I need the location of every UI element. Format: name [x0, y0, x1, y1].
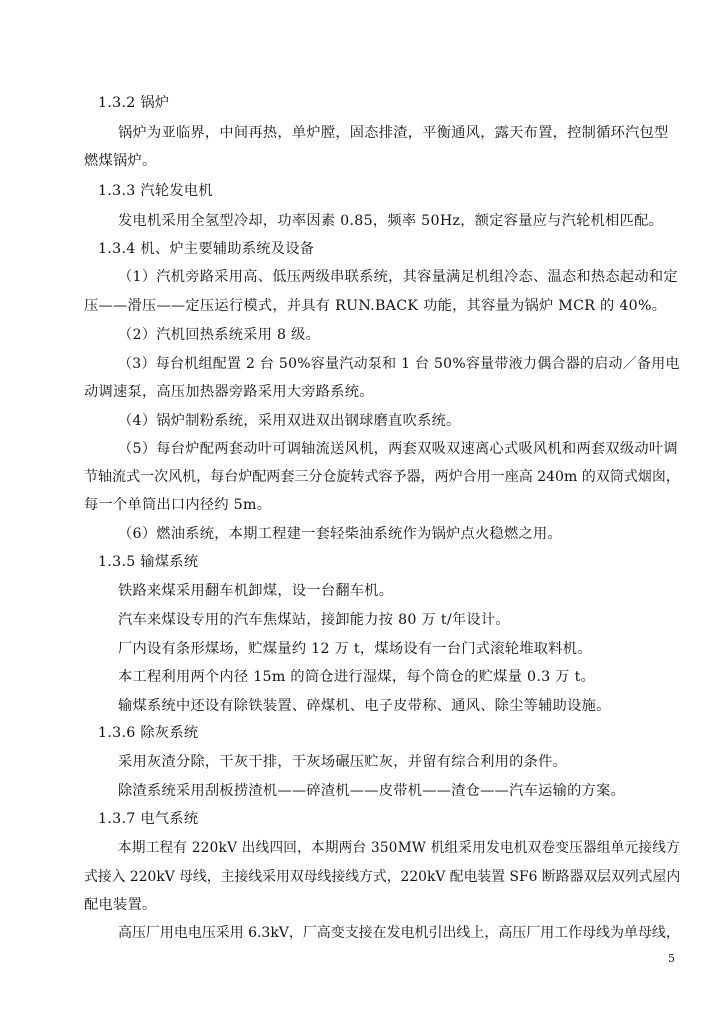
paragraph-line: 铁路来煤采用翻车机卸煤，设一台翻车机。 — [118, 583, 394, 599]
paragraph-line: 厂内设有条形煤场，贮煤量约 12 万 t，煤场设有一台门式滚轮堆取料机。 — [118, 641, 592, 657]
paragraph-line: 压——滑压——定压运行模式，并具有 RUN.BACK 功能，其容量为锅炉 MCR 的 40%。 — [84, 298, 667, 314]
paragraph-line: 高压厂用电电压采用 6.3kV，厂高变支接在发电机引出线上，高压厂用工作母线为单母线， — [118, 925, 680, 941]
section-heading-electrical: 1.3.7 电气系统 — [98, 811, 199, 827]
paragraph-line: 采用灰渣分除，干灰干排，干灰场碾压贮灰，并留有综合利用的条件。 — [118, 754, 568, 770]
section-heading-coal-handling: 1.3.5 输煤系统 — [98, 554, 199, 570]
paragraph-line: （4）锅炉制粉系统，采用双进双出钢球磨直吹系统。 — [118, 413, 461, 429]
section-heading-turbine-generator: 1.3.3 汽轮发电机 — [98, 183, 213, 199]
page-number: 5 — [668, 952, 675, 965]
paragraph-line: 输煤系统中还设有除铁装置、碎煤机、电子皮带称、通风、除尘等辅助设施。 — [118, 698, 611, 714]
paragraph-line: 节轴流式一次风机，每台炉配两套三分仓旋转式容予器，两炉合用一座高 240m 的双筒式烟囱， — [84, 469, 680, 485]
paragraph-line: 发电机采用全氢型冷却，功率因素 0.85，频率 50Hz，额定容量应与汽轮机相匹配。 — [118, 213, 664, 229]
paragraph-line: 配电装置。 — [84, 897, 157, 913]
paragraph-line: 本期工程有 220kV 出线四回，本期两台 350MW 机组采用发电机双卷变压器组单元接线方 — [118, 840, 680, 856]
paragraph-line: 锅炉为亚临界，中间再热，单炉膛，固态排渣，平衡通风，露天布置，控制循环汽包型 — [118, 125, 669, 141]
paragraph-line: （2）汽机回热系统采用 8 级。 — [118, 327, 321, 343]
paragraph-line: （6）燃油系统，本期工程建一套轻柴油系统作为锅炉点火稳燃之用。 — [118, 526, 562, 542]
paragraph-line: 除渣系统采用刮板捞渣机——碎渣机——皮带机——渣仓——汽车运输的方案。 — [118, 783, 626, 799]
paragraph-line: 燃煤锅炉。 — [84, 153, 157, 169]
paragraph-line: 式接入 220kV 母线，主接线采用双母线接线方式，220kV 配电装置 SF6 断路器双层双列式屋内 — [84, 869, 681, 885]
paragraph-line: 动调速泵，高压加热器旁路采用大旁路系统。 — [84, 384, 374, 400]
paragraph-line: 本工程利用两个内径 15m 的筒仓进行湿煤，每个筒仓的贮煤量 0.3 万 t。 — [118, 669, 596, 685]
section-heading-boiler: 1.3.2 锅炉 — [98, 95, 170, 111]
section-heading-ash-handling: 1.3.6 除灰系统 — [98, 725, 199, 741]
paragraph-line: （1）汽机旁路采用高、低压两级串联系统，其容量满足机组冷态、温态和热态起动和定 — [118, 269, 678, 285]
section-heading-auxiliary-systems: 1.3.4 机、炉主要辅助系统及设备 — [98, 241, 315, 257]
paragraph-line: 每一个单筒出口内径约 5m。 — [84, 497, 272, 513]
paragraph-line: （3）每台机组配置 2 台 50%容量汽动泵和 1 台 50%容量带液力偶合器的启动／备用电 — [118, 356, 680, 372]
paragraph-line: （5）每台炉配两套动叶可调轴流送风机，两套双吸双速离心式吸风机和两套双级动叶调 — [118, 441, 678, 457]
paragraph-line: 汽车来煤设专用的汽车焦煤站，接卸能力按 80 万 t/年设计。 — [118, 612, 510, 628]
